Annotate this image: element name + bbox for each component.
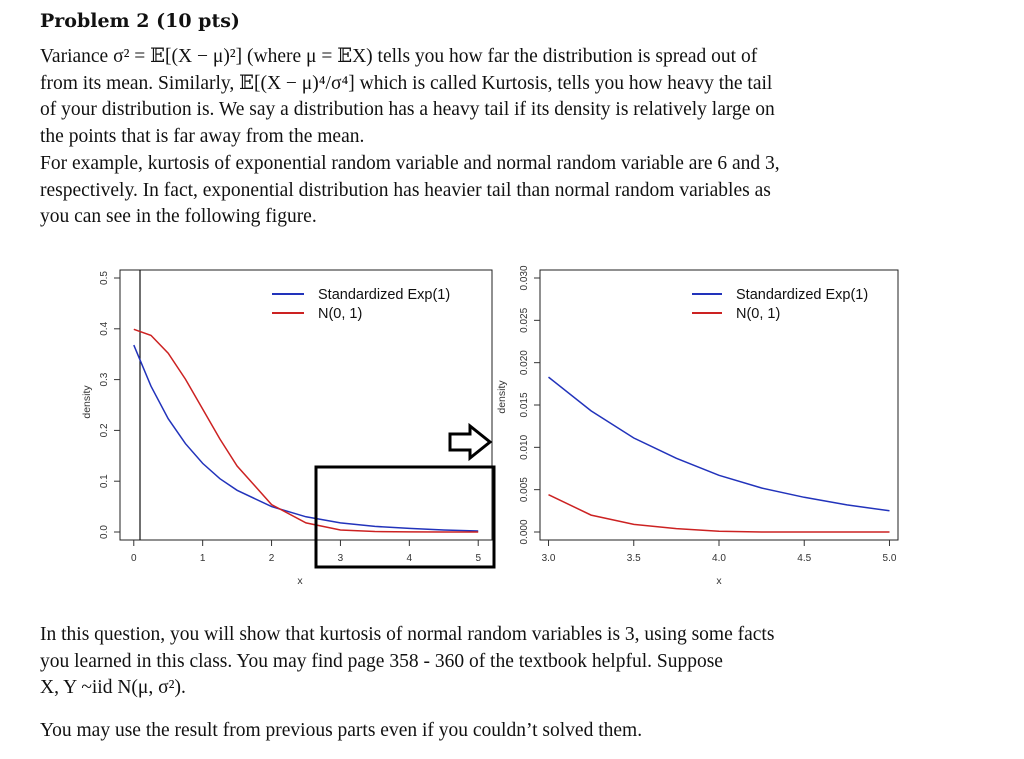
right-legend (692, 287, 868, 322)
x-tick-label: 3.0 (541, 553, 556, 564)
text-line: you learned in this class. You may find page 358 - 360 of the textbook helpful. Suppose (40, 650, 723, 672)
left-plot-frame (120, 270, 492, 540)
example-paragraph (40, 151, 945, 231)
series-line-normal (134, 329, 478, 532)
figure (60, 252, 940, 597)
left-x-axis-label: x (297, 575, 303, 587)
y-tick-label: 0.030 (519, 265, 530, 291)
series-line-normal (549, 495, 890, 532)
note-text: You may use the result from previous parts even if you couldn’t solved them. (40, 720, 643, 741)
text-line: Variance σ² = 𝔼[(X − μ)²] (where μ = 𝔼X) tells you how far the distribution is spread out of (40, 46, 758, 67)
text-line: of your distribution is. We say a distribution has a heavy tail if its density is relatively large on (40, 99, 775, 120)
text-line: In this question, you will show that kurtosis of normal random variables is 3, using some facts (40, 624, 775, 645)
x-tick-label: 4.0 (712, 553, 726, 564)
text-line: the points that is far away from the mean. (40, 125, 365, 147)
y-tick-label: 0.0 (99, 525, 110, 539)
x-tick-label: 3 (337, 553, 344, 564)
x-tick-label: 1 (199, 553, 206, 564)
text-line: from its mean. Similarly, 𝔼[(X − μ)⁴/σ⁴] which is called Kurtosis, tells you how heavy the tail (40, 72, 773, 94)
question-paragraph (40, 622, 945, 702)
text-line: respectively. In fact, exponential distribution has heavier tail than normal random variables as (40, 179, 771, 201)
right-chart (496, 265, 898, 587)
y-tick-label: 0.4 (99, 321, 110, 336)
zoom-box (316, 467, 494, 567)
series-line-exp (134, 345, 478, 531)
y-tick-label: 0.5 (99, 271, 110, 285)
text-line: X, Y ~iid N(μ, σ²). (40, 677, 186, 698)
y-tick-label: 0.015 (519, 392, 530, 418)
right-arrow-icon (450, 426, 490, 458)
problem-heading: Problem 2 (10 pts) (40, 10, 240, 32)
y-tick-label: 0.010 (519, 434, 530, 460)
x-tick-label: 2 (268, 553, 275, 564)
intro-paragraph (40, 44, 945, 150)
text-line: you can see in the following figure. (40, 206, 317, 227)
text-line: For example, kurtosis of exponential random variable and normal random variable are 6 and 3, (40, 153, 780, 174)
right-x-axis-label: x (716, 575, 722, 587)
y-tick-label: 0.020 (519, 350, 530, 376)
y-tick-label: 0.3 (99, 372, 110, 387)
series-line-exp (549, 377, 890, 511)
y-tick-label: 0.000 (519, 519, 530, 545)
y-tick-label: 0.1 (99, 474, 110, 489)
x-tick-label: 5.0 (882, 553, 897, 564)
y-tick-label: 0.2 (99, 423, 110, 438)
legend-label-exp: Standardized Exp(1) (318, 287, 451, 303)
legend-label-normal: N(0, 1) (736, 306, 781, 322)
x-tick-label: 0 (130, 553, 137, 564)
left-chart (81, 270, 494, 587)
right-y-axis-label: density (496, 380, 508, 414)
left-y-axis-label: density (81, 385, 93, 419)
legend-label-normal: N(0, 1) (318, 306, 363, 322)
legend-label-exp: Standardized Exp(1) (736, 287, 869, 303)
x-tick-label: 5 (475, 553, 482, 564)
x-tick-label: 4 (406, 553, 413, 564)
y-tick-label: 0.025 (519, 307, 530, 333)
y-tick-label: 0.005 (519, 477, 530, 503)
left-legend (272, 287, 450, 322)
right-plot-frame (540, 270, 898, 540)
x-tick-label: 4.5 (797, 553, 812, 564)
x-tick-label: 3.5 (626, 553, 641, 564)
